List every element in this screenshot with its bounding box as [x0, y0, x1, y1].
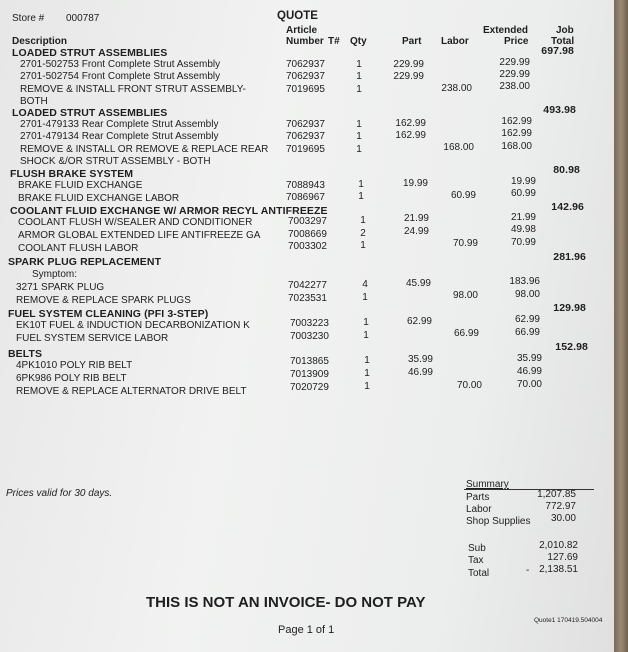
job-note: Symptom: — [32, 269, 78, 280]
line-extended: 229.99 — [499, 69, 530, 80]
summary-shop-label: Shop Supplies — [466, 516, 531, 527]
line-qty: 1 — [360, 240, 366, 251]
validity-note: Prices valid for 30 days. — [6, 488, 113, 499]
line-desc: REMOVE & INSTALL OR REMOVE & REPLACE REAR — [20, 144, 269, 155]
line-qty: 4 — [362, 279, 368, 290]
col-job-2: Total — [551, 36, 575, 47]
line-part: 62.99 — [406, 316, 432, 327]
line-desc: BRAKE FLUID EXCHANGE — [18, 180, 143, 191]
job-title: LOADED STRUT ASSEMBLIES — [12, 47, 168, 59]
line-extended: 183.96 — [509, 276, 540, 287]
job-total: 697.98 — [541, 45, 574, 57]
summary-sub-label: Sub — [468, 543, 486, 554]
line-desc: COOLANT FLUSH W/SEALER AND CONDITIONER — [18, 217, 253, 228]
line-article: 7013865 — [290, 356, 329, 367]
line-article: 7008669 — [288, 229, 327, 240]
line-desc: 2701-502753 Front Complete Strut Assembly — [20, 59, 221, 70]
line-qty: 1 — [363, 317, 369, 328]
line-part: 35.99 — [407, 354, 433, 365]
line-extended: 168.00 — [501, 141, 532, 152]
line-article: 7023531 — [288, 293, 327, 304]
line-desc: 2701-479133 Rear Complete Strut Assembly — [20, 119, 219, 130]
line-desc: REMOVE & REPLACE ALTERNATOR DRIVE BELT — [16, 386, 247, 397]
line-article: 7062937 — [286, 119, 325, 130]
summary-tax-label: Tax — [468, 555, 484, 566]
line-qty: 1 — [356, 131, 362, 142]
job-total: 152.98 — [555, 341, 588, 353]
line-desc-cont: SHOCK &/OR STRUT ASSEMBLY - BOTH — [20, 156, 211, 167]
line-desc: BRAKE FLUID EXCHANGE LABOR — [18, 193, 180, 204]
line-article: 7013909 — [290, 369, 329, 380]
document-title: QUOTE — [277, 10, 318, 22]
wood-surface — [614, 0, 628, 652]
line-qty: 1 — [358, 191, 364, 202]
line-extended: 162.99 — [501, 128, 532, 139]
line-article: 7086967 — [286, 192, 325, 203]
line-desc: 2701-502754 Front Complete Strut Assembly — [20, 71, 221, 82]
line-labor: 168.00 — [443, 142, 474, 153]
line-article: 7062937 — [286, 131, 325, 142]
line-qty: 2 — [360, 228, 366, 239]
line-qty: 1 — [362, 292, 368, 303]
line-labor: 60.99 — [450, 190, 476, 201]
summary-total-label: Total — [468, 568, 490, 579]
line-article: 7019695 — [286, 144, 325, 155]
line-qty: 1 — [356, 144, 362, 155]
summary-sub-value: 2,010.82 — [539, 540, 578, 551]
summary-tax-value: 127.69 — [547, 552, 578, 563]
line-article: 7003297 — [288, 216, 327, 227]
line-extended: 46.99 — [516, 366, 542, 377]
line-qty: 1 — [364, 368, 370, 379]
summary-total-dash: - — [526, 565, 530, 576]
line-desc: 6PK986 POLY RIB BELT — [16, 373, 127, 384]
line-extended: 35.99 — [516, 353, 542, 364]
line-desc: 4PK1010 POLY RIB BELT — [16, 360, 133, 371]
line-desc: 2701-479134 Rear Complete Strut Assembly — [20, 131, 219, 142]
line-extended: 49.98 — [510, 224, 536, 235]
line-qty: 1 — [356, 71, 362, 82]
line-labor: 98.00 — [452, 290, 478, 301]
line-desc-cont: BOTH — [20, 96, 48, 107]
line-extended: 60.99 — [510, 188, 536, 199]
summary-total-value: 2,138.51 — [539, 564, 578, 575]
line-extended: 238.00 — [499, 81, 530, 92]
col-tech: T# — [328, 36, 340, 47]
summary-parts-value: 1,207.85 — [537, 489, 576, 500]
job-title: FLUSH BRAKE SYSTEM — [10, 168, 134, 180]
line-part: 162.99 — [395, 118, 426, 129]
line-article: 7042277 — [288, 280, 327, 291]
line-qty: 1 — [358, 179, 364, 190]
line-article: 7003302 — [288, 241, 327, 252]
line-extended: 62.99 — [514, 314, 540, 325]
line-extended: 162.99 — [501, 116, 532, 127]
summary-labor-label: Labor — [466, 504, 492, 515]
line-qty: 1 — [356, 119, 362, 130]
col-article-1: Article — [286, 25, 318, 36]
col-article-2: Number — [286, 36, 324, 47]
line-extended: 70.99 — [510, 237, 536, 248]
store-label: Store # — [12, 13, 45, 24]
summary-title: Summary — [466, 479, 509, 490]
job-total: 281.96 — [553, 251, 586, 263]
job-total: 129.98 — [553, 302, 586, 314]
job-title: SPARK PLUG REPLACEMENT — [8, 256, 162, 268]
line-part: 229.99 — [393, 71, 424, 82]
line-extended: 66.99 — [514, 327, 540, 338]
line-desc: ARMOR GLOBAL EXTENDED LIFE ANTIFREEZE GA — [18, 230, 261, 241]
line-labor: 70.99 — [452, 238, 478, 249]
line-article: 7062937 — [286, 71, 325, 82]
line-qty: 1 — [363, 330, 369, 341]
line-part: 21.99 — [403, 213, 429, 224]
line-extended: 19.99 — [510, 176, 536, 187]
line-labor: 66.99 — [453, 328, 479, 339]
line-qty: 1 — [364, 381, 370, 392]
line-labor: 238.00 — [441, 83, 472, 94]
line-article: 7003230 — [290, 331, 329, 342]
line-qty: 1 — [356, 59, 362, 70]
line-part: 24.99 — [403, 226, 429, 237]
summary-parts-label: Parts — [466, 492, 490, 503]
line-part: 19.99 — [402, 178, 428, 189]
summary-labor-value: 772.97 — [545, 501, 576, 512]
line-article: 7019695 — [286, 84, 325, 95]
store-number: 000787 — [66, 13, 100, 24]
not-invoice-warning: THIS IS NOT AN INVOICE- DO NOT PAY — [146, 594, 426, 611]
col-extended-2: Price — [504, 36, 529, 47]
line-article: 7020729 — [290, 382, 329, 393]
job-total: 493.98 — [543, 104, 576, 116]
page-indicator: Page 1 of 1 — [278, 624, 335, 636]
line-labor: 70.00 — [456, 380, 482, 391]
line-extended: 70.00 — [516, 379, 542, 390]
col-labor: Labor — [441, 36, 469, 47]
line-desc: COOLANT FLUSH LABOR — [18, 243, 139, 254]
line-article: 7003223 — [290, 318, 329, 329]
line-desc: EK10T FUEL & INDUCTION DECARBONIZATION K — [16, 320, 250, 331]
line-desc: FUEL SYSTEM SERVICE LABOR — [16, 333, 169, 344]
job-total: 142.96 — [551, 201, 584, 213]
line-article: 7088943 — [286, 180, 325, 191]
line-part: 162.99 — [395, 130, 426, 141]
col-job-1: Job — [556, 25, 574, 36]
line-desc: 3271 SPARK PLUG — [16, 282, 105, 293]
quote-id: Quote1 170419.504004 — [534, 617, 603, 624]
line-extended: 21.99 — [510, 212, 536, 223]
line-part: 46.99 — [407, 367, 433, 378]
summary-shop-value: 30.00 — [550, 513, 576, 524]
job-title: FUEL SYSTEM CLEANING (PFI 3-STEP) — [8, 308, 209, 320]
line-part: 229.99 — [393, 59, 424, 70]
col-description: Description — [12, 36, 68, 47]
line-part: 45.99 — [405, 278, 431, 289]
job-title: BELTS — [8, 348, 43, 360]
line-extended: 98.00 — [514, 289, 540, 300]
job-total: 80.98 — [553, 164, 580, 176]
line-extended: 229.99 — [499, 57, 530, 68]
line-article: 7062937 — [286, 59, 325, 70]
line-qty: 1 — [360, 215, 366, 226]
line-desc: REMOVE & REPLACE SPARK PLUGS — [16, 295, 191, 306]
col-extended-1: Extended — [483, 25, 529, 36]
col-part: Part — [402, 36, 422, 47]
job-title: COOLANT FLUID EXCHANGE W/ ARMOR RECYL ANTIFREEZE — [10, 205, 328, 217]
line-qty: 1 — [356, 84, 362, 95]
job-title: LOADED STRUT ASSEMBLIES — [12, 107, 168, 119]
line-qty: 1 — [364, 355, 370, 366]
line-desc: REMOVE & INSTALL FRONT STRUT ASSEMBLY- — [20, 84, 246, 95]
col-qty: Qty — [350, 36, 367, 47]
